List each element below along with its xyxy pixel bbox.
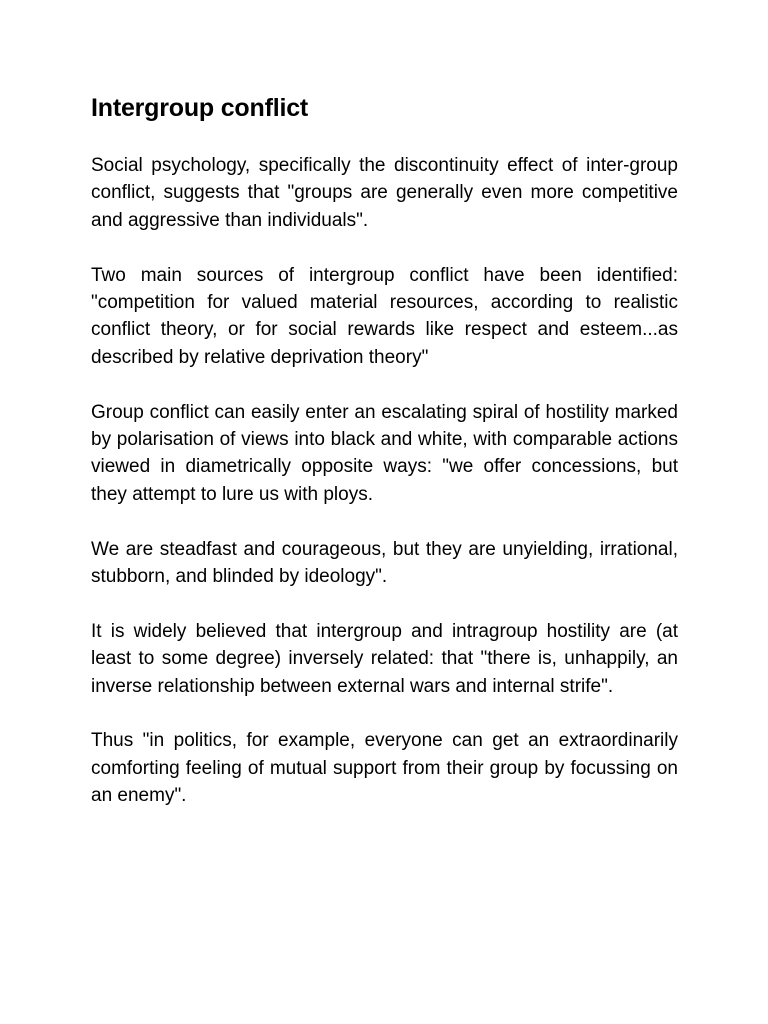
document-body	[91, 92, 678, 810]
paragraph-politics-enemy: Thus "in politics, for example, everyone can get an extraordinarily comforting feeling of mutual support from their group by focussing on an enemy".	[91, 730, 678, 807]
paragraph-steadfast: We are steadfast and courageous, but they are unyielding, irrational, stubborn, and blinded by ideology".	[91, 538, 678, 588]
document-title: Intergroup conflict	[91, 94, 309, 122]
paragraph-sources-of-conflict: Two main sources of intergroup conflict have been identified: "competition for valued material resources, according to realistic conflict theory, or for social rewards like respect and esteem...as described by relative deprivation theory"	[91, 264, 678, 368]
paragraph-inverse-relationship: It is widely believed that intergroup and intragroup hostility are (at least to some degree) inversely related: that "there is, unhappily, an inverse relationship between external wars and internal strife".	[91, 620, 678, 697]
paragraph-discontinuity-effect: Social psychology, specifically the discontinuity effect of inter-group conflict, suggests that "groups are generally even more competitive and aggressive than individuals".	[91, 155, 678, 231]
paragraph-escalating-spiral: Group conflict can easily enter an escalating spiral of hostility marked by polarisation of views into black and white, with comparable actions viewed in diametrically opposite ways: "we offer concessions, but they attempt to lure us with ploys.	[91, 401, 678, 505]
